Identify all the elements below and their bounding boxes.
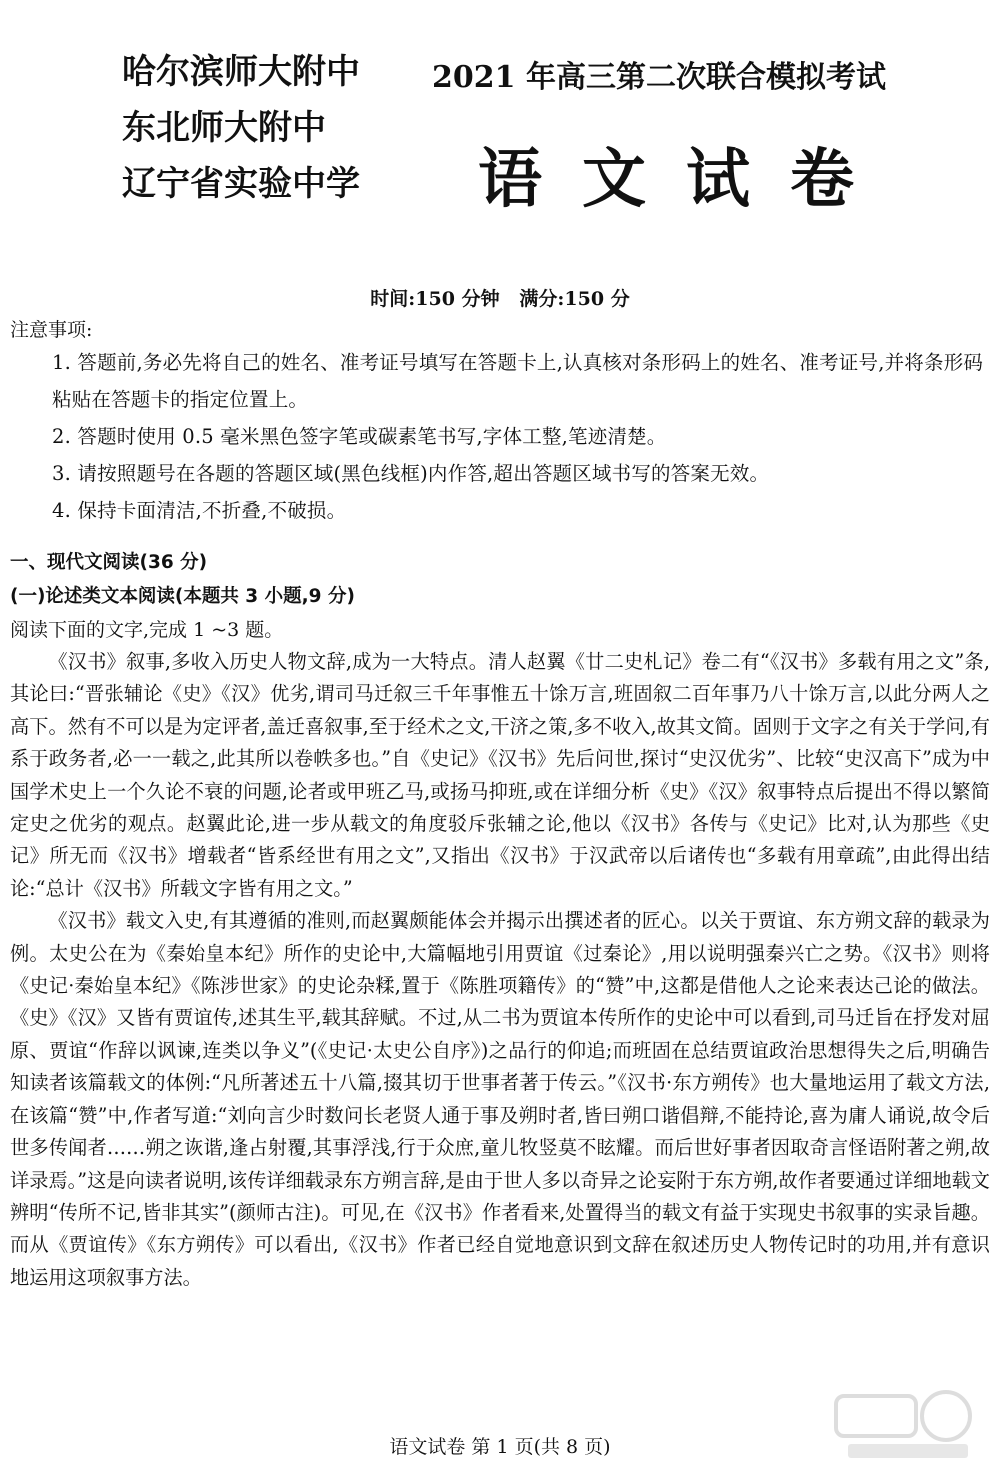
school-name: 东北师大附中 (122, 108, 326, 148)
notice-heading: 注意事项: (10, 319, 93, 341)
notice-item: 4. 保持卡面清洁,不折叠,不破损。 (52, 499, 347, 522)
reading-passage (10, 646, 990, 1294)
exam-title: 语文试卷 (478, 142, 894, 217)
time-info: 时间:150 分钟 满分:150 分 (370, 288, 630, 310)
exam-subtitle: 2021 年高三第二次联合模拟考试 (432, 60, 886, 95)
section-heading: 一、现代文阅读(36 分) (10, 552, 208, 573)
notice-item: 1. 答题前,务必先将自己的姓名、准考证号填写在答题卡上,认真核对条形码上的姓名、准考证号,并将条形码粘贴在答题卡的指定位置上。 (52, 351, 984, 411)
section-subheading: (一)论述类文本阅读(本题共 3 小题,9 分) (10, 586, 355, 607)
school-name: 辽宁省实验中学 (122, 164, 360, 204)
page-footer: 语文试卷 第 1 页(共 8 页) (389, 1436, 611, 1458)
passage-paragraph: 《汉书》载文入史,有其遵循的准则,而赵翼颇能体会并揭示出撰述者的匠心。以关于贾谊、东方朔文辞的载录为例。太史公在为《秦始皇本纪》所作的史论中,大篇幅地引用贾谊《过秦论》,用以说明强秦兴亡之势。《汉书》则将《史记·秦始皇本纪》《陈涉世家》的史论杂糅,置于《陈胜项籍传》的“赞”中,这都是借他人之论来表达己论的做法。《史》《汉》又皆有贾谊传,述其生平,载其辞赋。不过,从二书为贾谊本传所作的史论中可以看到,司马迁旨在抒发对屈原、贾谊“作辞以讽谏,连类以争义”(《史记·太史公自序》)之品行的仰追;而班固在总结贾谊政治思想得失之后,明确告知读者该篇载文的体例:“凡所著述五十八篇,掇其切于世事者著于传云。”《汉书·东方朔传》也大量地运用了载文方法,在该篇“赞”中,作者写道:“刘向言少时数问长老贤人通于事及朔时者,皆曰朔口谐倡辩,不能持论,喜为庸人诵说,故令后世多传闻者……朔之诙谐,逢占射覆,其事浮浅,行于众庶,童儿牧竖莫不眩耀。而后世好事者因取奇言怪语附著之朔,故详录焉。”这是向读者说明,该传详细载录东方朔言辞,是由于世人多以奇异之论妄附于东方朔,故作者要通过详细地载文辨明“传所不记,皆非其实”(颜师古注)。可见,在《汉书》作者看来,处置得当的载文有益于实现史书叙事的实录旨趣。而从《贾谊传》《东方朔传》可以看出,《汉书》作者已经自觉地意识到文辞在叙述历史人物传记时的功用,并有意识地运用这项叙事方法。 (10, 909, 990, 1289)
notice-item: 3. 请按照题号在各题的答题区域(黑色线框)内作答,超出答题区域书写的答案无效。 (52, 462, 770, 485)
school-name: 哈尔滨师大附中 (122, 52, 360, 92)
watermark-logo (828, 1386, 978, 1466)
notice-list (52, 344, 994, 529)
school-list (122, 44, 360, 212)
reading-instruction: 阅读下面的文字,完成 1 ~3 题。 (10, 619, 284, 641)
notice-item: 2. 答题时使用 0.5 毫米黑色签字笔或碳素笔书写,字体工整,笔迹清楚。 (52, 425, 667, 448)
passage-paragraph: 《汉书》叙事,多收入历史人物文辞,成为一大特点。清人赵翼《廿二史札记》卷二有“《汉书》多载有用之文”条,其论曰:“晋张辅论《史》《汉》优劣,谓司马迁叙三千年事惟五十馀万言,班固叙二百年事乃八十馀万言,以此分两人之高下。然有不可以是为定评者,盖迁喜叙事,至于经术之文,干济之策,多不收入,故其文简。固则于文字之有关于学问,有系于政务者,必一一载之,此其所以卷帙多也。”自《史记》《汉书》先后问世,探讨“史汉优劣”、比较“史汉高下”成为中国学术史上一个久论不衰的问题,论者或甲班乙马,或扬马抑班,或在详细分析《史》《汉》叙事特点后提出不得以繁简定史之优劣的观点。赵翼此论,进一步从载文的角度驳斥张辅之论,他以《汉书》各传与《史记》比对,认为那些《史记》所无而《汉书》增载者“皆系经世有用之文”,又指出《汉书》于汉武帝以后诸传也“多载有用章疏”,由此得出结论:“总计《汉书》所载文字皆有用之文。” (10, 650, 990, 900)
